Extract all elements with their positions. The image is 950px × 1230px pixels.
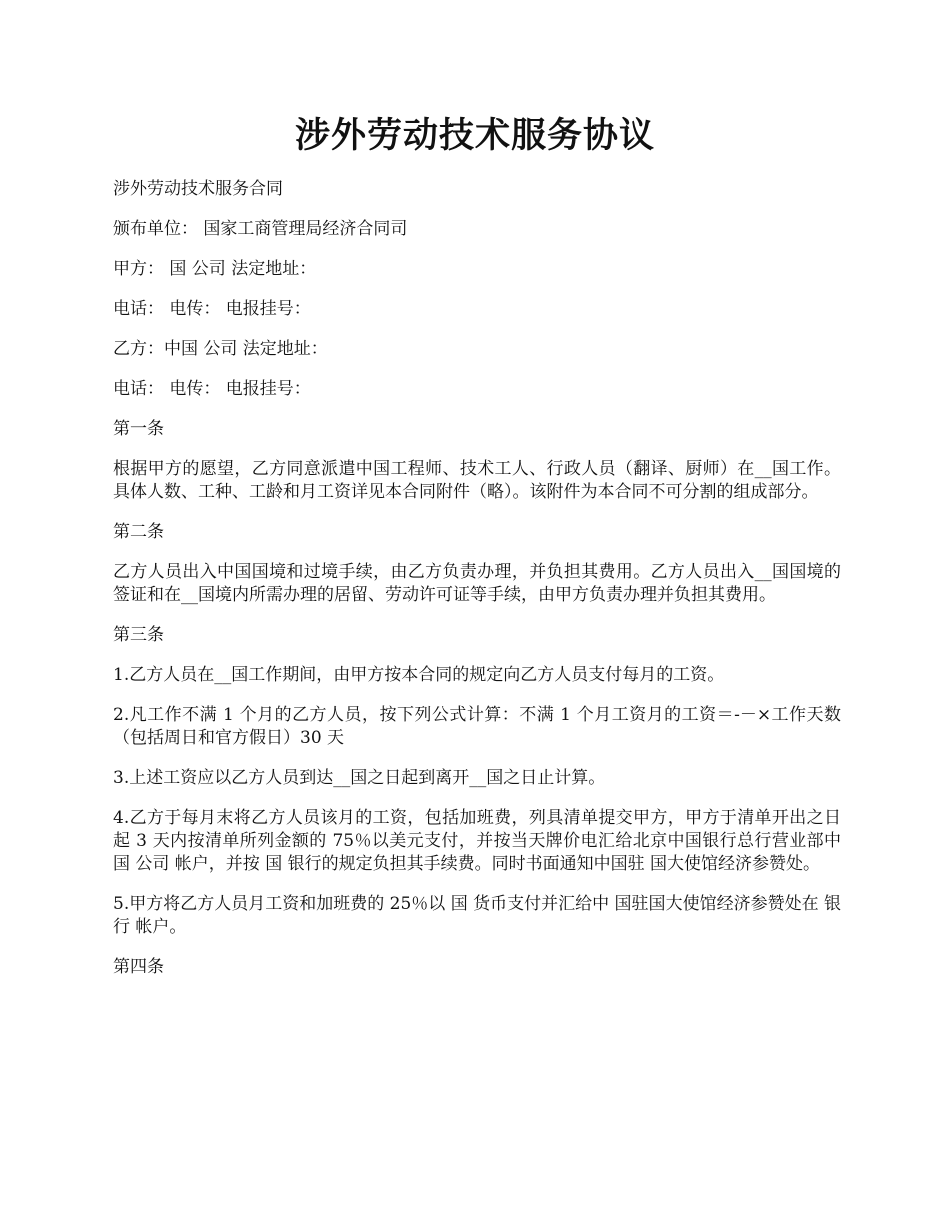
article-3-item-1: 1.乙方人员在__国工作期间，由甲方按本合同的规定向乙方人员支付每月的工资。 <box>113 665 725 685</box>
article-2-heading: 第二条 <box>113 522 164 542</box>
document-body <box>113 178 841 996</box>
article-3-item-5: 5.甲方将乙方人员月工资和加班费的 25％以 国 货币支付并汇给中 国驻国大使馆经济参赞处在 银行 帐户。 <box>113 894 841 937</box>
party-b-info: 乙方：中国 公司 法定地址： <box>113 339 328 359</box>
party-b-contact: 电话： 电传： 电报挂号： <box>113 379 311 399</box>
article-1-text: 根据甲方的愿望，乙方同意派遣中国工程师、技术工人、行政人员（翻译、厨师）在__国工作。具体人数、工种、工龄和月工资详见本合同附件（略）。该附件为本合同不可分割的组成部分。 <box>113 459 841 502</box>
article-3-item-3: 3.上述工资应以乙方人员到达__国之日起到离开__国之日止计算。 <box>113 768 606 788</box>
issuing-unit: 颁布单位： 国家工商管理局经济合同司 <box>113 219 408 239</box>
contract-name: 涉外劳动技术服务合同 <box>113 179 283 199</box>
article-1-heading: 第一条 <box>113 419 164 439</box>
document-title: 涉外劳动技术服务协议 <box>294 115 655 156</box>
article-3-item-4: 4.乙方于每月末将乙方人员该月的工资，包括加班费，列具清单提交甲方，甲方于清单开出之日起 3 天内按清单所列金额的 75％以美元支付，并按当天牌价电汇给北京中国银行总行营业部中国 公司 帐户，并按 国 银行的规定负担其手续费。同时书面通知中国驻 国大使馆经济参赞处。 <box>113 808 841 874</box>
article-3-heading: 第三条 <box>113 625 164 645</box>
article-2-text: 乙方人员出入中国国境和过境手续，由乙方负责办理，并负担其费用。乙方人员出入__国国境的签证和在__国境内所需办理的居留、劳动许可证等手续，由甲方负责办理并负担其费用。 <box>113 562 841 605</box>
party-a-info: 甲方： 国 公司 法定地址： <box>113 259 317 279</box>
party-a-contact: 电话： 电传： 电报挂号： <box>113 299 311 319</box>
article-3-item-2: 2.凡工作不满 1 个月的乙方人员，按下列公式计算：不满 1 个月工资月的工资＝-－×工作天数（包括周日和官方假日）30 天 <box>113 705 841 748</box>
article-4-heading: 第四条 <box>113 957 164 977</box>
